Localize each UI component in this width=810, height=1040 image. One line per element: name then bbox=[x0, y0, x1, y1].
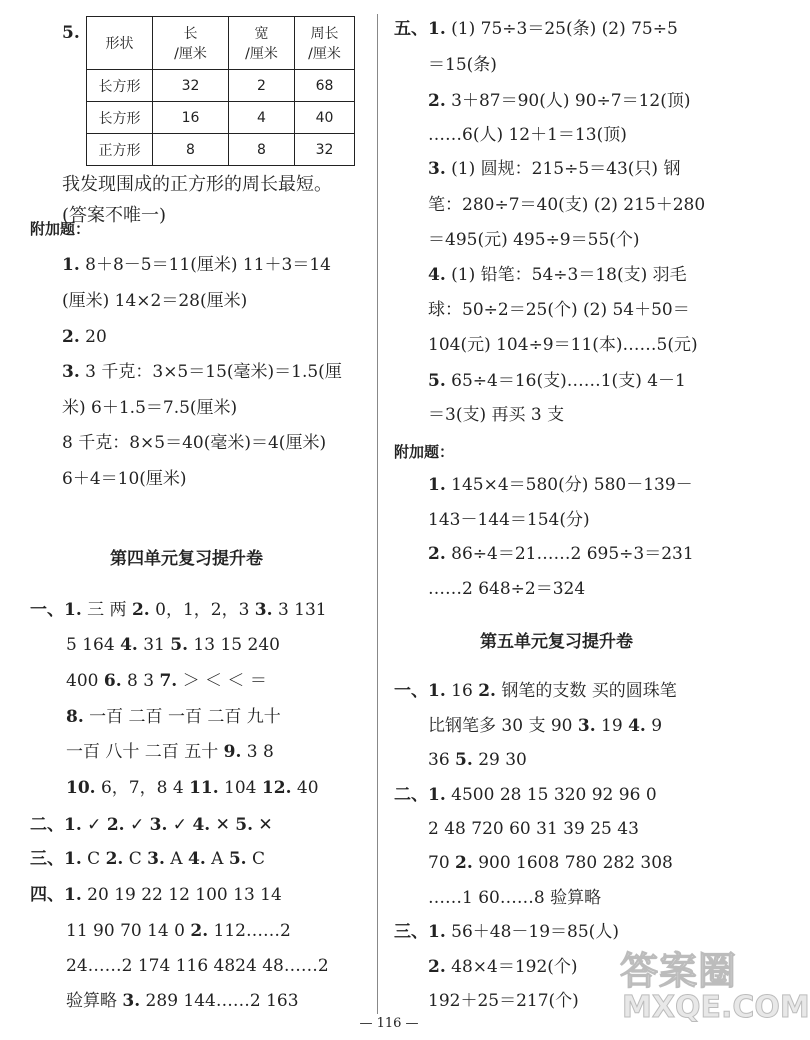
answer-segment: 36 bbox=[428, 750, 456, 770]
table-cell: 正方形 bbox=[87, 134, 153, 166]
answer-segment: 900 1608 780 282 308 bbox=[472, 853, 673, 873]
answer-segment: 400 bbox=[66, 671, 104, 691]
answer-line bbox=[428, 229, 640, 251]
answer-number: 2. bbox=[62, 327, 80, 347]
answer-segment: 笔：280÷7＝40(支) (2) 215＋280 bbox=[428, 195, 706, 215]
answer-segment: 3. bbox=[254, 600, 273, 620]
answer-segment: 1. bbox=[428, 785, 446, 805]
answer-segment: 5. bbox=[235, 815, 253, 835]
answer-segment: 56＋48－19＝85(人) bbox=[445, 922, 619, 942]
table-cell: 4 bbox=[229, 102, 295, 134]
answer-line bbox=[428, 54, 497, 76]
answer-segment: C bbox=[123, 849, 148, 869]
answer-line: (答案不唯一) bbox=[62, 205, 167, 226]
answer-segment: 钢笔的支数 买的圆珠笔 bbox=[495, 681, 677, 701]
answer-segment: 8 3 bbox=[121, 671, 160, 691]
answer-segment: 1. bbox=[428, 922, 446, 942]
watermark-cn: 答案圈 bbox=[620, 949, 738, 993]
answer-line bbox=[428, 194, 705, 216]
answer-line bbox=[428, 990, 579, 1012]
answer-line bbox=[428, 370, 686, 392]
answer-segment: ……1 60……8 验算略 bbox=[428, 888, 602, 908]
answer-segment: 三、 bbox=[30, 849, 64, 869]
answer-segment: A bbox=[205, 849, 229, 869]
answer-line bbox=[428, 474, 693, 496]
question-5-number: 5. bbox=[62, 23, 80, 43]
answer-segment: 验算略 bbox=[66, 991, 123, 1011]
page-number: — 116 — bbox=[359, 1016, 419, 1031]
answer-segment: 11. bbox=[189, 778, 219, 798]
answer-segment: 4. bbox=[120, 635, 138, 655]
answer-segment: 4. bbox=[428, 265, 446, 285]
answer-line bbox=[30, 599, 327, 621]
answer-line bbox=[428, 404, 564, 426]
answer-segment: 9 bbox=[645, 716, 663, 736]
answer-text: 8 千克：8×5＝40(毫米)＝4(厘米) bbox=[62, 433, 327, 453]
answer-segment: 2. bbox=[105, 849, 124, 869]
answer-segment: 289 144……2 163 bbox=[140, 991, 299, 1011]
answer-segment: 29 30 bbox=[472, 750, 527, 770]
answer-segment: 1. bbox=[428, 681, 446, 701]
answer-line bbox=[66, 634, 280, 656]
answer-line bbox=[66, 955, 329, 977]
answer-segment: 5. bbox=[455, 750, 473, 770]
table-cell: 8 bbox=[229, 134, 295, 166]
answer-line bbox=[62, 432, 326, 454]
answer-segment: 5. bbox=[428, 371, 446, 391]
answer-segment: 4500 28 15 320 92 96 0 bbox=[445, 785, 657, 805]
answer-segment: 三、 bbox=[394, 922, 428, 942]
answer-segment: ✕ bbox=[210, 815, 236, 835]
answer-segment: 7. bbox=[159, 671, 178, 691]
answer-segment: ＝3(支) 再买 3 支 bbox=[428, 405, 565, 425]
answer-segment: 0，1，2，3 bbox=[149, 600, 255, 620]
answer-text: 8＋8－5＝11(厘米) 11＋3＝14 bbox=[79, 255, 331, 275]
answer-segment: 一、 bbox=[30, 600, 64, 620]
answer-segment: 5. bbox=[228, 849, 247, 869]
answer-line bbox=[62, 326, 107, 348]
table-cell: 长方形 bbox=[87, 70, 153, 102]
answer-segment: 20 19 22 12 100 13 14 bbox=[81, 885, 282, 905]
answer-line bbox=[30, 814, 273, 836]
answer-segment: 2. bbox=[190, 921, 209, 941]
table-row bbox=[87, 102, 355, 134]
answer-segment: ✓ bbox=[81, 815, 107, 835]
table-cell: 16 bbox=[153, 102, 229, 134]
answer-segment: 24……2 174 116 4824 48……2 bbox=[66, 956, 329, 976]
answer-segment: 2. bbox=[106, 815, 125, 835]
answer-segment: 1. bbox=[428, 19, 446, 39]
answer-line bbox=[394, 18, 678, 40]
table-cell: 32 bbox=[153, 70, 229, 102]
table-cell: 68 bbox=[295, 70, 355, 102]
answer-segment: 13 15 240 bbox=[188, 635, 280, 655]
answer-segment: 5 164 bbox=[66, 635, 121, 655]
answer-segment: 2. bbox=[428, 957, 446, 977]
answer-segment: 6. bbox=[103, 671, 122, 691]
answer-segment: 11 90 70 14 0 bbox=[66, 921, 191, 941]
answer-segment: ✕ bbox=[253, 815, 273, 835]
answer-segment: 16 bbox=[445, 681, 479, 701]
answer-segment: 145×4＝580(分) 580－139－ bbox=[445, 475, 693, 495]
answer-line bbox=[428, 299, 690, 321]
answer-number: 1. bbox=[62, 255, 80, 275]
answer-line bbox=[428, 887, 601, 909]
answer-segment: 球：50÷2＝25(个) (2) 54＋50＝ bbox=[428, 300, 690, 320]
answer-segment: ＝495(元) 495÷9＝55(个) bbox=[428, 230, 640, 250]
answer-line bbox=[428, 852, 673, 874]
answer-segment: A bbox=[164, 849, 188, 869]
answer-line bbox=[428, 818, 639, 840]
answer-line bbox=[428, 264, 687, 286]
answer-line bbox=[30, 848, 265, 870]
answer-segment: ……2 648÷2＝324 bbox=[428, 579, 586, 599]
answer-line: 我发现围成的正方形的周长最短。 bbox=[62, 174, 332, 195]
watermark-en: MXQE.COM bbox=[622, 990, 810, 1025]
answer-segment: 3. bbox=[428, 159, 446, 179]
answer-line bbox=[428, 543, 694, 565]
answer-line bbox=[62, 468, 187, 490]
answer-segment: 19 bbox=[595, 716, 629, 736]
answer-line bbox=[66, 920, 291, 942]
table-cell: 32 bbox=[295, 134, 355, 166]
answer-number: 3. bbox=[62, 362, 80, 382]
answer-line bbox=[62, 361, 342, 383]
answer-segment: 4. bbox=[192, 815, 211, 835]
answer-segment: 4. bbox=[188, 849, 206, 869]
answer-segment: 3 8 bbox=[241, 742, 274, 762]
answer-line bbox=[428, 90, 691, 112]
answer-line bbox=[62, 397, 237, 419]
watermark-logo bbox=[594, 940, 810, 1032]
answer-segment: 五、 bbox=[394, 19, 428, 39]
answer-segment: 四、 bbox=[30, 885, 64, 905]
answer-segment: ……6(人) 12＋1＝13(顶) bbox=[428, 125, 627, 145]
answer-line bbox=[428, 124, 627, 146]
answer-segment: 3. bbox=[149, 815, 168, 835]
answer-segment: 3. bbox=[122, 991, 141, 1011]
answer-segment: 10. bbox=[66, 778, 96, 798]
answer-line bbox=[62, 254, 331, 276]
answer-line bbox=[394, 921, 619, 943]
answer-segment: 112……2 bbox=[208, 921, 291, 941]
answer-line bbox=[428, 158, 680, 180]
answer-segment: ＝15(条) bbox=[428, 55, 497, 75]
answer-text: (厘米) 14×2＝28(厘米) bbox=[62, 291, 248, 311]
answer-segment: 3. bbox=[147, 849, 165, 869]
answer-line bbox=[66, 706, 281, 728]
bonus-title-right: 附加题： bbox=[394, 443, 455, 461]
answer-line bbox=[428, 715, 662, 737]
table-header-cell: 宽 /厘米 bbox=[229, 17, 295, 70]
answer-segment: 一、 bbox=[394, 681, 428, 701]
table-header-cell: 长 /厘米 bbox=[153, 17, 229, 70]
column-divider bbox=[377, 14, 378, 1014]
answer-segment: C bbox=[246, 849, 266, 869]
answer-segment: ✓ bbox=[124, 815, 150, 835]
answer-segment: ＞ ＜ ＜ ＝ bbox=[177, 671, 267, 691]
answer-segment: 104 bbox=[218, 778, 262, 798]
answer-segment: 3＋87＝90(人) 90÷7＝12(顶) bbox=[445, 91, 691, 111]
answer-line bbox=[66, 670, 267, 692]
answer-text: 米) 6＋1.5＝7.5(厘米) bbox=[62, 398, 238, 418]
answer-segment: 2. bbox=[131, 600, 150, 620]
answer-segment: 2. bbox=[428, 91, 446, 111]
answer-line bbox=[428, 334, 698, 356]
answer-segment: 比钢笔多 30 支 90 bbox=[428, 716, 578, 736]
answer-line bbox=[428, 956, 578, 978]
answer-segment: 40 bbox=[291, 778, 319, 798]
answer-segment: ✓ bbox=[167, 815, 193, 835]
answer-line bbox=[394, 784, 657, 806]
answer-segment: 143－144＝154(分) bbox=[428, 510, 590, 530]
answer-line bbox=[62, 290, 247, 312]
answer-segment: 104(元) 104÷9＝11(本)……5(元) bbox=[428, 335, 698, 355]
answer-segment: (1) 铅笔：54÷3＝18(支) 羽毛 bbox=[445, 265, 687, 285]
answer-line bbox=[66, 741, 274, 763]
answer-segment: 192＋25＝217(个) bbox=[428, 991, 579, 1011]
answer-segment: 31 bbox=[137, 635, 171, 655]
answer-segment: C bbox=[81, 849, 106, 869]
answer-segment: (1) 75÷3＝25(条) (2) 75÷5 bbox=[445, 19, 678, 39]
unit-5-title: 第五单元复习提升卷 bbox=[480, 632, 633, 652]
table-header-cell: 形状 bbox=[87, 17, 153, 70]
answer-segment: 6，7，8 4 bbox=[95, 778, 190, 798]
answer-segment: 1. bbox=[64, 815, 82, 835]
answer-line bbox=[66, 777, 319, 799]
answer-segment: 4. bbox=[628, 716, 646, 736]
table-row bbox=[87, 70, 355, 102]
answer-segment: 2. bbox=[478, 681, 496, 701]
answer-segment: 一百 二百 一百 二百 九十 bbox=[83, 707, 281, 727]
answer-segment: 86÷4＝21……2 695÷3＝231 bbox=[445, 544, 694, 564]
answer-segment: 1. bbox=[64, 849, 82, 869]
unit-4-title: 第四单元复习提升卷 bbox=[110, 549, 263, 569]
answer-segment: 3 131 bbox=[272, 600, 327, 620]
answer-segment: 一百 八十 二百 五十 bbox=[66, 742, 224, 762]
answer-segment: 70 bbox=[428, 853, 456, 873]
table-header-cell: 周长 /厘米 bbox=[295, 17, 355, 70]
answer-text: 6＋4＝10(厘米) bbox=[62, 469, 187, 489]
table-cell: 40 bbox=[295, 102, 355, 134]
answer-line bbox=[428, 749, 527, 771]
answer-segment: 2. bbox=[428, 544, 446, 564]
answer-segment: (1) 圆规：215÷5＝43(只) 钢 bbox=[445, 159, 681, 179]
answer-segment: 12. bbox=[261, 778, 292, 798]
table-cell: 2 bbox=[229, 70, 295, 102]
bonus-title-left: 附加题： bbox=[30, 220, 91, 238]
shape-table bbox=[86, 16, 355, 166]
answer-line bbox=[394, 680, 677, 702]
answer-line bbox=[30, 884, 282, 906]
answer-segment: 65÷4＝16(支)……1(支) 4－1 bbox=[445, 371, 686, 391]
answer-segment: 2 48 720 60 31 39 25 43 bbox=[428, 819, 639, 839]
answer-line bbox=[66, 990, 299, 1012]
answer-segment: 1. bbox=[64, 600, 82, 620]
answer-segment: 48×4＝192(个) bbox=[445, 957, 578, 977]
answer-segment: 2. bbox=[455, 853, 473, 873]
answer-segment: 1. bbox=[428, 475, 446, 495]
answer-segment: 1. bbox=[64, 885, 82, 905]
answer-segment: 5. bbox=[170, 635, 189, 655]
answer-line bbox=[428, 509, 590, 531]
answer-segment: 二、 bbox=[30, 815, 64, 835]
answer-segment: 二、 bbox=[394, 785, 428, 805]
answer-line bbox=[428, 578, 585, 600]
answer-text: 20 bbox=[79, 327, 107, 347]
answer-segment: 8. bbox=[66, 707, 84, 727]
answer-segment: 3. bbox=[577, 716, 596, 736]
table-row bbox=[87, 134, 355, 166]
answer-segment: 9. bbox=[223, 742, 242, 762]
answer-text: 3 千克：3×5＝15(毫米)＝1.5(厘 bbox=[79, 362, 342, 382]
table-cell: 8 bbox=[153, 134, 229, 166]
table-cell: 长方形 bbox=[87, 102, 153, 134]
answer-segment: 三 两 bbox=[81, 600, 132, 620]
